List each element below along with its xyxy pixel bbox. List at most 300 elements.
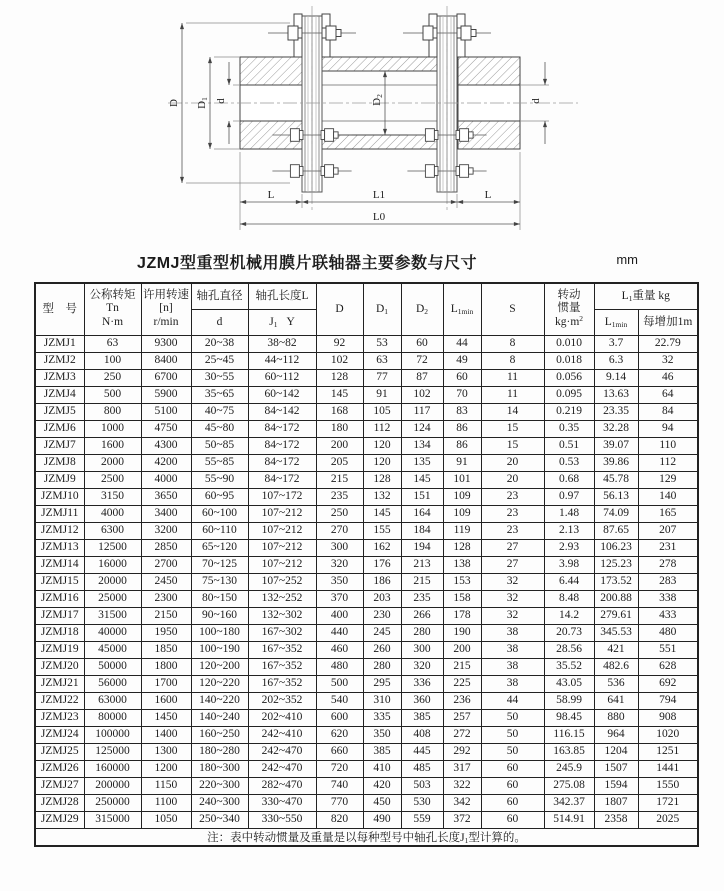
table-cell: 200.88	[594, 590, 638, 607]
dim-label-d-right: d	[530, 98, 542, 104]
unit-label: mm	[616, 252, 638, 267]
table-cell: 102	[401, 386, 443, 403]
table-cell: 87	[401, 369, 443, 386]
table-cell: 503	[401, 777, 443, 794]
table-cell: 335	[363, 709, 401, 726]
table-cell: 345.53	[594, 624, 638, 641]
table-cell: JZMJ12	[35, 522, 84, 539]
table-cell: JZMJ24	[35, 726, 84, 743]
table-row	[35, 675, 698, 692]
table-cell: 445	[401, 743, 443, 760]
table-cell: 27	[481, 539, 544, 556]
table-cell: 63	[363, 352, 401, 369]
table-cell: 120~200	[191, 658, 248, 675]
col-header-weight-per-meter: 每增加1m	[638, 309, 698, 335]
col-header-L1min: $L_{1min}$	[443, 283, 481, 335]
table-cell: 440	[316, 624, 363, 641]
table-cell: 1800	[141, 658, 191, 675]
table-cell: 215	[316, 471, 363, 488]
table-cell: 55~85	[191, 454, 248, 471]
table-cell: 0.056	[544, 369, 594, 386]
col-header-bore-diameter: 轴孔直径	[191, 283, 248, 309]
table-cell: 266	[401, 607, 443, 624]
table-cell: 14.2	[544, 607, 594, 624]
table-cell: JZMJ27	[35, 777, 84, 794]
table-cell: 153	[443, 573, 481, 590]
table-cell: 242~470	[248, 743, 316, 760]
table-cell: 190	[443, 624, 481, 641]
table-cell: 692	[638, 675, 698, 692]
table-cell: 74.09	[594, 505, 638, 522]
table-cell: 551	[638, 641, 698, 658]
table-cell: 60	[481, 760, 544, 777]
table-cell: 178	[443, 607, 481, 624]
table-cell: 9.14	[594, 369, 638, 386]
table-cell: JZMJ2	[35, 352, 84, 369]
table-cell: 80~150	[191, 590, 248, 607]
table-cell: 330~470	[248, 794, 316, 811]
table-note: 注：表中转动惯量及重量是以每种型号中轴孔长度$J_1$型计算的。	[35, 828, 698, 846]
table-cell: 482.6	[594, 658, 638, 675]
table-cell: 4000	[84, 505, 141, 522]
table-cell: 38	[481, 658, 544, 675]
table-cell: 120	[363, 454, 401, 471]
table-cell: 202~352	[248, 692, 316, 709]
table-cell: 168	[316, 403, 363, 420]
note-row	[35, 828, 698, 846]
table-cell: 14	[481, 403, 544, 420]
table-cell: 163.85	[544, 743, 594, 760]
table-cell: 160000	[84, 760, 141, 777]
table-cell: 215	[443, 658, 481, 675]
table-cell: 257	[443, 709, 481, 726]
table-cell: 140	[638, 488, 698, 505]
table-cell: JZMJ11	[35, 505, 84, 522]
table-cell: 87.65	[594, 522, 638, 539]
table-cell: 0.219	[544, 403, 594, 420]
table-cell: 1204	[594, 743, 638, 760]
table-cell: 38~82	[248, 335, 316, 352]
table-cell: 370	[316, 590, 363, 607]
table-cell: 300	[401, 641, 443, 658]
table-cell: 23.35	[594, 403, 638, 420]
table-cell: 2.13	[544, 522, 594, 539]
table-cell: 6700	[141, 369, 191, 386]
table-cell: 408	[401, 726, 443, 743]
table-cell: 3400	[141, 505, 191, 522]
table-cell: 58.99	[544, 692, 594, 709]
table-cell: 279.61	[594, 607, 638, 624]
table-cell: 372	[443, 811, 481, 828]
title-row	[0, 246, 724, 278]
table-cell: 485	[401, 760, 443, 777]
table-cell: 245.9	[544, 760, 594, 777]
table-cell: 320	[316, 556, 363, 573]
table-cell: 225	[443, 675, 481, 692]
table-cell: 421	[594, 641, 638, 658]
table-cell: 164	[401, 505, 443, 522]
table-cell: JZMJ4	[35, 386, 84, 403]
table-cell: 30~55	[191, 369, 248, 386]
table-cell: 1100	[141, 794, 191, 811]
table-cell: 84~172	[248, 437, 316, 454]
table-cell: 490	[363, 811, 401, 828]
table-cell: 124	[401, 420, 443, 437]
table-cell: 80000	[84, 709, 141, 726]
table-cell: 600	[316, 709, 363, 726]
col-header-weight-L1min: $L_{1min}$	[594, 309, 638, 335]
table-cell: 107~212	[248, 522, 316, 539]
table-cell: 20	[481, 471, 544, 488]
col-header-S: S	[481, 283, 544, 335]
table-cell: 540	[316, 692, 363, 709]
dim-label-L1: L1	[372, 189, 386, 201]
table-cell: 50000	[84, 658, 141, 675]
table-cell: 109	[443, 488, 481, 505]
table-cell: 186	[363, 573, 401, 590]
table-cell: 1300	[141, 743, 191, 760]
table-row	[35, 488, 698, 505]
table-cell: 6300	[84, 522, 141, 539]
table-cell: 56.13	[594, 488, 638, 505]
table-cell: 134	[401, 437, 443, 454]
table-row	[35, 794, 698, 811]
table-cell: 75~130	[191, 573, 248, 590]
table-cell: 460	[316, 641, 363, 658]
table-cell: 1251	[638, 743, 698, 760]
table-cell: 107~212	[248, 539, 316, 556]
table-cell: 12500	[84, 539, 141, 556]
table-cell: 203	[363, 590, 401, 607]
table-cell: 9300	[141, 335, 191, 352]
dimension-lengths	[240, 152, 520, 230]
table-cell: 35.52	[544, 658, 594, 675]
table-cell: 336	[401, 675, 443, 692]
table-cell: 107~252	[248, 573, 316, 590]
table-row	[35, 471, 698, 488]
table-cell: 84~172	[248, 420, 316, 437]
table-cell: 180	[316, 420, 363, 437]
table-cell: 250	[84, 369, 141, 386]
table-cell: 23	[481, 505, 544, 522]
table-cell: 295	[363, 675, 401, 692]
table-cell: 1700	[141, 675, 191, 692]
table-cell: JZMJ6	[35, 420, 84, 437]
table-cell: 310	[363, 692, 401, 709]
table-cell: 283	[638, 573, 698, 590]
table-cell: 6.44	[544, 573, 594, 590]
table-cell: 205	[316, 454, 363, 471]
table-cell: 6.3	[594, 352, 638, 369]
table-cell: 120~220	[191, 675, 248, 692]
table-row	[35, 709, 698, 726]
table-cell: 1150	[141, 777, 191, 794]
table-cell: 15	[481, 420, 544, 437]
table-cell: 420	[363, 777, 401, 794]
table-cell: 44	[443, 335, 481, 352]
table-cell: JZMJ3	[35, 369, 84, 386]
table-cell: JZMJ9	[35, 471, 84, 488]
table-cell: JZMJ7	[35, 437, 84, 454]
table-cell: 155	[363, 522, 401, 539]
table-cell: 4750	[141, 420, 191, 437]
table-cell: 135	[401, 454, 443, 471]
table-cell: 28.56	[544, 641, 594, 658]
table-cell: 530	[401, 794, 443, 811]
table-cell: 25~45	[191, 352, 248, 369]
table-cell: 140~240	[191, 709, 248, 726]
table-cell: 46	[638, 369, 698, 386]
table-cell: 1594	[594, 777, 638, 794]
table-cell: 500	[316, 675, 363, 692]
table-cell: 16000	[84, 556, 141, 573]
table-cell: 433	[638, 607, 698, 624]
table-cell: 167~352	[248, 658, 316, 675]
table-cell: 2.93	[544, 539, 594, 556]
table-cell: 242~410	[248, 726, 316, 743]
table-cell: JZMJ18	[35, 624, 84, 641]
table-row	[35, 607, 698, 624]
col-header-speed: 许用转速 [n] r/min	[141, 283, 191, 335]
table-cell: 0.51	[544, 437, 594, 454]
table-header	[35, 283, 698, 335]
table-cell: 86	[443, 437, 481, 454]
table-cell: 1.48	[544, 505, 594, 522]
table-cell: 125.23	[594, 556, 638, 573]
table-cell: 3650	[141, 488, 191, 505]
table-cell: 162	[363, 539, 401, 556]
table-cell: 317	[443, 760, 481, 777]
table-row	[35, 369, 698, 386]
table-cell: 0.018	[544, 352, 594, 369]
table-cell: 60~110	[191, 522, 248, 539]
table-cell: JZMJ8	[35, 454, 84, 471]
table-cell: 100~180	[191, 624, 248, 641]
table-cell: 794	[638, 692, 698, 709]
table-row	[35, 352, 698, 369]
table-cell: 235	[316, 488, 363, 505]
page-title: JZMJ型重型机械用膜片联轴器主要参数与尺寸	[137, 255, 477, 272]
table-cell: 70~125	[191, 556, 248, 573]
table-cell: 110	[638, 437, 698, 454]
table-row	[35, 726, 698, 743]
table-cell: 350	[316, 573, 363, 590]
table-cell: 100	[84, 352, 141, 369]
table-cell: 119	[443, 522, 481, 539]
table-cell: 53	[363, 335, 401, 352]
table-cell: 20~38	[191, 335, 248, 352]
table-cell: 40~75	[191, 403, 248, 420]
table-row	[35, 420, 698, 437]
table-cell: 100~190	[191, 641, 248, 658]
table-row	[35, 573, 698, 590]
table-cell: 20	[481, 454, 544, 471]
table-cell: JZMJ21	[35, 675, 84, 692]
table-cell: 0.095	[544, 386, 594, 403]
table-cell: 250~340	[191, 811, 248, 828]
table-cell: 3.98	[544, 556, 594, 573]
table-cell: 4000	[141, 471, 191, 488]
dim-label-L0: L0	[372, 211, 386, 223]
col-header-d: d	[191, 309, 248, 335]
table-cell: 32	[481, 607, 544, 624]
table-cell: JZMJ10	[35, 488, 84, 505]
table-cell: 45.78	[594, 471, 638, 488]
table-cell: 165	[638, 505, 698, 522]
table-cell: 250000	[84, 794, 141, 811]
table-cell: 338	[638, 590, 698, 607]
table-cell: 5900	[141, 386, 191, 403]
table-cell: 0.68	[544, 471, 594, 488]
table-cell: 84~142	[248, 403, 316, 420]
table-cell: 2500	[84, 471, 141, 488]
table-cell: 230	[363, 607, 401, 624]
table-cell: 292	[443, 743, 481, 760]
table-cell: 138	[443, 556, 481, 573]
table-cell: 820	[316, 811, 363, 828]
table-cell: 158	[443, 590, 481, 607]
table-cell: 5100	[141, 403, 191, 420]
table-cell: 107~172	[248, 488, 316, 505]
table-cell: 500	[84, 386, 141, 403]
table-cell: 1600	[84, 437, 141, 454]
col-header-J1-Y: $J_1$ Y	[248, 309, 316, 335]
table-cell: 280	[401, 624, 443, 641]
table-cell: 86	[443, 420, 481, 437]
table-cell: 880	[594, 709, 638, 726]
table-cell: 300	[316, 539, 363, 556]
table-row	[35, 522, 698, 539]
table-cell: 342.37	[544, 794, 594, 811]
table-cell: JZMJ16	[35, 590, 84, 607]
table-row	[35, 692, 698, 709]
table-cell: 32	[638, 352, 698, 369]
table-cell: 740	[316, 777, 363, 794]
table-cell: JZMJ20	[35, 658, 84, 675]
table-cell: 330~550	[248, 811, 316, 828]
table-cell: 1050	[141, 811, 191, 828]
col-header-torque: 公称转矩 Tn N·m	[84, 283, 141, 335]
table-cell: 60~95	[191, 488, 248, 505]
table-cell: 282~470	[248, 777, 316, 794]
table-cell: 83	[443, 403, 481, 420]
dim-label-D: D	[168, 99, 180, 107]
table-cell: 60	[401, 335, 443, 352]
table-cell: 100000	[84, 726, 141, 743]
table-cell: JZMJ28	[35, 794, 84, 811]
table-row	[35, 437, 698, 454]
table-row	[35, 811, 698, 828]
table-cell: 145	[363, 505, 401, 522]
table-cell: 184	[401, 522, 443, 539]
table-cell: 1400	[141, 726, 191, 743]
table-cell: 1807	[594, 794, 638, 811]
table-cell: 107~212	[248, 556, 316, 573]
table-cell: 8400	[141, 352, 191, 369]
table-row	[35, 454, 698, 471]
dim-label-L-right: L	[484, 189, 492, 201]
table-cell: 908	[638, 709, 698, 726]
table-cell: 23	[481, 522, 544, 539]
table-cell: 660	[316, 743, 363, 760]
table-cell: 8	[481, 335, 544, 352]
table-row	[35, 760, 698, 777]
table-cell: 63000	[84, 692, 141, 709]
table-row	[35, 590, 698, 607]
table-cell: 231	[638, 539, 698, 556]
table-cell: 72	[401, 352, 443, 369]
table-cell: 480	[316, 658, 363, 675]
table-cell: 160~250	[191, 726, 248, 743]
parameters-table	[34, 282, 699, 847]
table-cell: 91	[443, 454, 481, 471]
table-cell: 1721	[638, 794, 698, 811]
table-cell: 60~142	[248, 386, 316, 403]
table-cell: 60~112	[248, 369, 316, 386]
table-cell: 1600	[141, 692, 191, 709]
table-cell: 39.07	[594, 437, 638, 454]
table-cell: 213	[401, 556, 443, 573]
table-cell: 628	[638, 658, 698, 675]
table-cell: 8	[481, 352, 544, 369]
table-row	[35, 335, 698, 352]
table-cell: 350	[363, 726, 401, 743]
table-cell: 84~172	[248, 454, 316, 471]
table-cell: 0.53	[544, 454, 594, 471]
table-cell: 559	[401, 811, 443, 828]
table-cell: 322	[443, 777, 481, 794]
table-cell: 770	[316, 794, 363, 811]
table-cell: 45000	[84, 641, 141, 658]
table-cell: 2450	[141, 573, 191, 590]
table-row	[35, 658, 698, 675]
table-cell: 235	[401, 590, 443, 607]
table-cell: 22.79	[638, 335, 698, 352]
table-cell: JZMJ26	[35, 760, 84, 777]
table-cell: 107~212	[248, 505, 316, 522]
table-cell: JZMJ29	[35, 811, 84, 828]
table-cell: 27	[481, 556, 544, 573]
table-cell: 132~302	[248, 607, 316, 624]
table-cell: 112	[638, 454, 698, 471]
table-cell: 0.35	[544, 420, 594, 437]
table-row	[35, 539, 698, 556]
table-cell: 250	[316, 505, 363, 522]
table-cell: JZMJ14	[35, 556, 84, 573]
table-cell: 220~300	[191, 777, 248, 794]
table-cell: 720	[316, 760, 363, 777]
table-cell: 35~65	[191, 386, 248, 403]
table-cell: JZMJ15	[35, 573, 84, 590]
table-cell: 278	[638, 556, 698, 573]
table-cell: 84	[638, 403, 698, 420]
table-cell: 23	[481, 488, 544, 505]
technical-drawing	[0, 0, 724, 246]
table-cell: 260	[363, 641, 401, 658]
table-cell: 128	[316, 369, 363, 386]
table-cell: 280	[363, 658, 401, 675]
table-cell: JZMJ23	[35, 709, 84, 726]
table-row	[35, 505, 698, 522]
table-cell: 385	[401, 709, 443, 726]
table-cell: 20.73	[544, 624, 594, 641]
col-header-inertia: 转动 惯量 $kg\cdot m^2$	[544, 283, 594, 335]
table-cell: 514.91	[544, 811, 594, 828]
coupling-cross-section	[0, 0, 724, 246]
table-cell: 1441	[638, 760, 698, 777]
table-cell: 176	[363, 556, 401, 573]
table-cell: 242~470	[248, 760, 316, 777]
